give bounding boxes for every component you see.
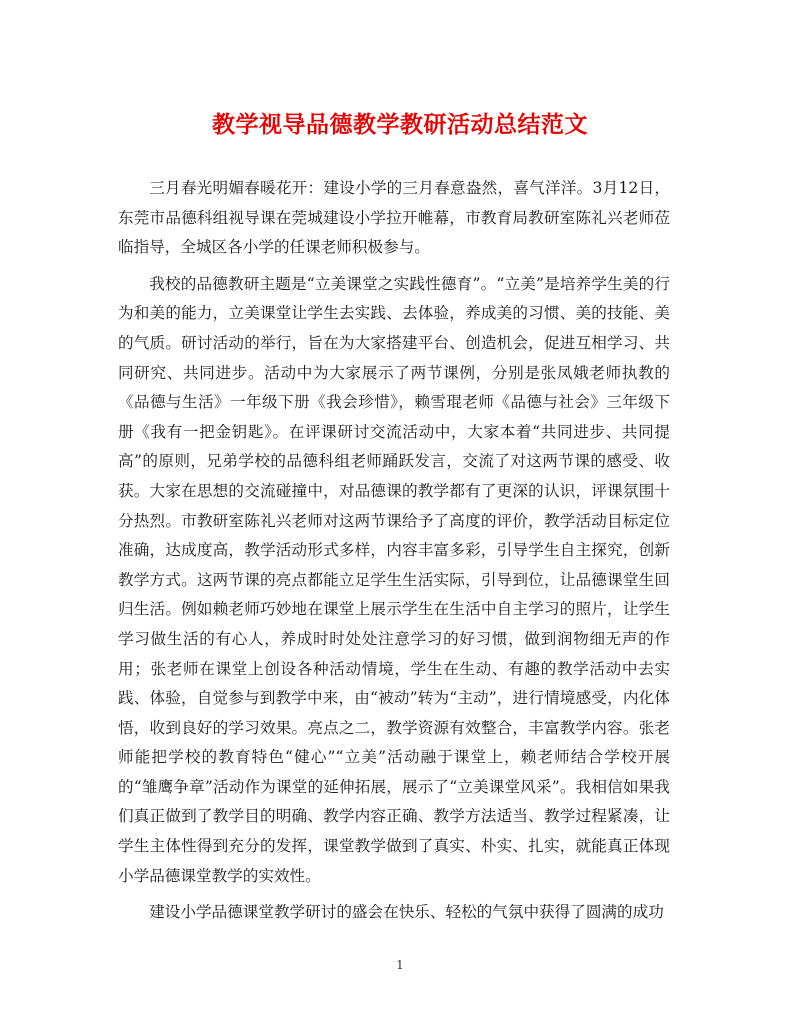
paragraph-1: 三月春光明媚春暖花开：建设小学的三月春意盎然，喜气洋洋。3月12日，东莞市品德科组视导课在莞城建设小学拉开帷幕，市教育局教研室陈礼兴老师莅临指导，全城区各小学的任课老师积极参与。	[118, 179, 670, 257]
paragraph-3: 建设小学品德课堂教学研讨的盛会在快乐、轻松的气氛中获得了圆满的成功	[149, 903, 664, 922]
paragraph-2: 我校的品德教研主题是“立美课堂之实践性德育”。“立美”是培养学生美的行为和美的能力，立美课堂让学生去实践、去体验，养成美的习惯、美的技能、美的气质。研讨活动的举行，旨在为大家搭建平台、创造机会，促进互相学习、共同研究、共同进步。活动中为大家展示了两节课例，分别是张凤娥老师执教的《品德与生活》一年级下册《我会珍惜》，赖雪琨老师《品德与社会》三年级下册《我有一把金钥匙》。在评课研讨交流活动中，大家本着“共同进步、共同提高”的原则，兄弟学校的品德科组老师踊跃发言，交流了对这两节课的感受、收获。大家在思想的交流碰撞中，对品德课的教学都有了更深的认识，评课氛围十分热烈。市教研室陈礼兴老师对这两节课给予了高度的评价，教学活动目标定位准确，达成度高，教学活动形式多样，内容丰富多彩，引导学生自主探究，创新教学方式。这两节课的亮点都能立足学生生活实际，引导到位，让品德课堂生回归生活。例如赖老师巧妙地在课堂上展示学生在生活中自主学习的照片，让学生学习做生活的有心人，养成时时处处注意学习的好习惯，做到润物细无声的作用；张老师在课堂上创设各种活动情境，学生在生动、有趣的教学活动中去实践、体验，自觉参与到教学中来，由“被动”转为“主动”，进行情境感受，内化体悟，收到良好的学习效果。亮点之二，教学资源有效整合，丰富教学内容。张老师能把学校的教育特色“健心”“立美”活动融于课堂上，赖老师结合学校开展的“雏鹰争章”活动作为课堂的延伸拓展，展示了“立美课堂风采”。我相信如果我们真正做到了教学目的明确、教学内容正确、教学方法适当、教学过程紧凑，让学生主体性得到充分的发挥，课堂教学做到了真实、朴实、扎实，就能真正体现小学品德课堂教学的实效性。	[118, 274, 670, 885]
page-number: 1	[396, 958, 404, 972]
document-body	[118, 174, 670, 935]
document-title: 教学视导品德教学教研活动总结范文	[212, 111, 588, 138]
